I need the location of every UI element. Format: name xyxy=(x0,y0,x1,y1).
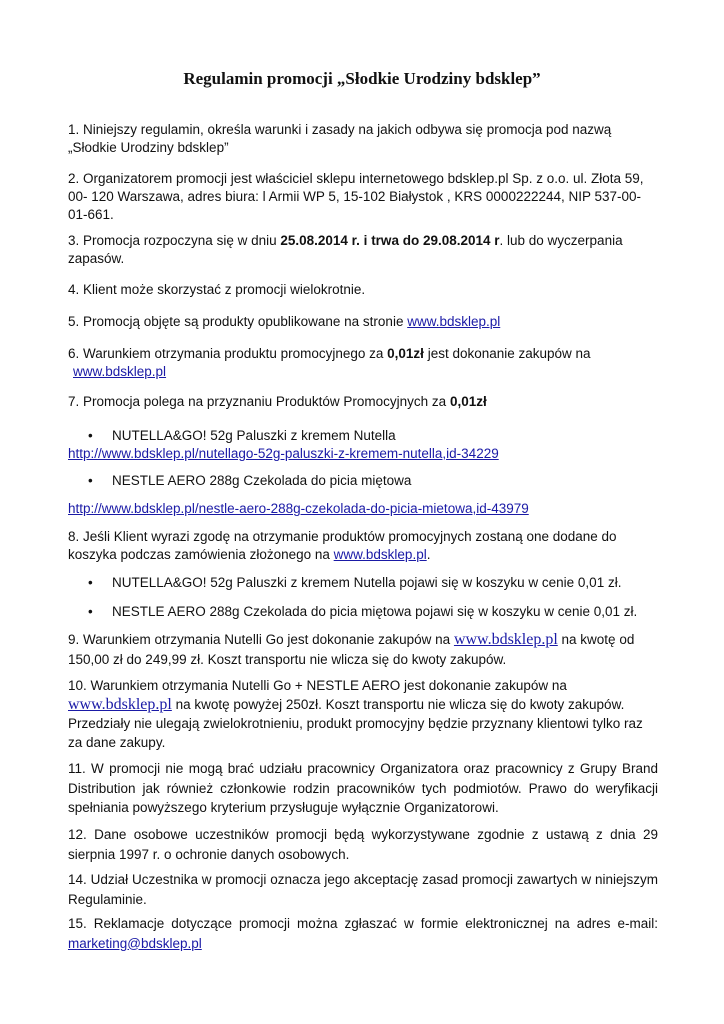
bullet-icon: • xyxy=(88,575,93,590)
paragraph-3-end: . lub do wyczerpania zapasów. xyxy=(68,233,623,266)
paragraph-5 xyxy=(68,313,658,331)
bullet-text: NUTELLA&GO! 52g Paluszki z kremem Nutella xyxy=(112,428,396,443)
nestle-product-link[interactable]: http://www.bdsklep.pl/nestle-aero-288g-czekolada-do-picia-mietowa,id-43979 xyxy=(68,501,529,516)
product-link-line xyxy=(68,500,658,518)
paragraph-6-text: 6. Warunkiem otrzymania produktu promocyjnego za xyxy=(68,346,388,361)
paragraph-2: 2. Organizatorem promocji jest właściciel sklepu internetowego bdsklep.pl Sp. z o.o. ul. Złota 59, 00- 120 Warszawa, adres biura: l Armii WP 5, 15-102 Białystok , KRS 0000222244, NIP 537-00-01-661. xyxy=(68,171,644,222)
paragraph-4: 4. Klient może skorzystać z promocji wielokrotnie. xyxy=(68,282,366,297)
paragraph-8-end: . xyxy=(426,547,431,562)
page-title: Regulamin promocji „Słodkie Urodziny bdsklep” xyxy=(183,69,541,88)
bdsklep-link[interactable]: www.bdsklep.pl xyxy=(407,314,501,329)
paragraph-10 xyxy=(68,676,658,752)
paragraph-9 xyxy=(68,630,658,670)
paragraph-7 xyxy=(68,393,658,411)
paragraph-14: 14. Udział Uczestnika w promocji oznacza jego akceptację zasad promocji zawartych w niniejszym Regulaminie. xyxy=(68,872,658,907)
bdsklep-link[interactable]: www.bdsklep.pl xyxy=(68,696,172,713)
promo-price: 0,01zł xyxy=(387,346,424,361)
paragraph-5-text: 5. Promocją objęte są produkty opublikowane na stronie xyxy=(68,314,408,329)
promotion-dates: 25.08.2014 r. i trwa do 29.08.2014 r xyxy=(280,233,500,248)
bullet-item xyxy=(88,603,658,621)
paragraph-12: 12. Dane osobowe uczestników promocji będą wykorzystywane zgodnie z ustawą z dnia 29 sierpnia 1997 r. o ochronie danych osobowych. xyxy=(68,827,658,862)
bullet-item xyxy=(88,472,658,490)
paragraph-11: 11. W promocji nie mogą brać udziału pracownicy Organizatora oraz pracownicy z Grupy Brand Distribution jak również członkowie rodzin pracowników tych podmiotów. Prawo do weryfikacji spełniania powyższego kryterium przysługuje wyłącznie Organizatorowi. xyxy=(68,761,658,815)
bullet-icon: • xyxy=(88,473,93,488)
paragraph-3 xyxy=(68,232,658,268)
bullet-text: NESTLE AERO 288g Czekolada do picia miętowa pojawi się w koszyku w cenie 0,01 zł. xyxy=(112,604,638,619)
bdsklep-link[interactable]: www.bdsklep.pl xyxy=(333,547,427,562)
bdsklep-link[interactable]: www.bdsklep.pl xyxy=(453,631,558,648)
paragraph-8 xyxy=(68,528,658,564)
bullet-icon: • xyxy=(88,428,93,443)
paragraph-3-text: 3. Promocja rozpoczyna się w dniu xyxy=(68,233,281,248)
paragraph-9-end: na kwotę od 150,00 zł do 249,99 zł. Koszt transportu nie wlicza się do kwoty zakupów. xyxy=(68,632,635,667)
paragraph-10-end: na kwotę powyżej 250zł. Koszt transportu nie wlicza się do kwoty zakupów. Przedziały nie ulegają zwielokrotnieniu, produkt promocyjny będzie przyznany klientowi tylko raz za dane zakupy. xyxy=(68,697,643,750)
paragraph-7-text: 7. Promocja polega na przyznaniu Produktów Promocyjnych za xyxy=(68,394,450,409)
product-link-line xyxy=(68,445,658,463)
paragraph-15 xyxy=(68,914,658,953)
email-link[interactable]: marketing@bdsklep.pl xyxy=(68,935,202,951)
bullet-item xyxy=(88,574,658,592)
bdsklep-link[interactable]: www.bdsklep.pl xyxy=(73,364,167,379)
bullet-text: NESTLE AERO 288g Czekolada do picia miętowa xyxy=(112,473,412,488)
nutella-product-link[interactable]: http://www.bdsklep.pl/nutellago-52g-paluszki-z-kremem-nutella,id-34229 xyxy=(68,446,499,461)
promo-price: 0,01zł xyxy=(449,394,487,409)
paragraph-9-text: 9. Warunkiem otrzymania Nutelli Go jest dokonanie zakupów na xyxy=(68,632,454,647)
paragraph-15-text: 15. Reklamacje dotyczące promocji można zgłaszać w formie elektronicznej na adres e-mail: xyxy=(68,916,658,931)
bullet-item xyxy=(88,427,658,445)
paragraph-6-end: jest dokonanie zakupów na xyxy=(423,346,591,361)
paragraph-6 xyxy=(68,345,658,381)
paragraph-8-text: 8. Jeśli Klient wyrazi zgodę na otrzymanie produktów promocyjnych zostaną one dodane do koszyka podczas zamówienia złożonego na xyxy=(68,529,617,562)
bullet-icon: • xyxy=(88,604,93,619)
paragraph-10-text: 10. Warunkiem otrzymania Nutelli Go + NESTLE AERO jest dokonanie zakupów na xyxy=(68,678,567,693)
paragraph-1: 1. Niniejszy regulamin, określa warunki i zasady na jakich odbywa się promocja pod nazwą „Słodkie Urodziny bdsklep” xyxy=(68,122,612,155)
bullet-text: NUTELLA&GO! 52g Paluszki z kremem Nutella pojawi się w koszyku w cenie 0,01 zł. xyxy=(112,575,622,590)
